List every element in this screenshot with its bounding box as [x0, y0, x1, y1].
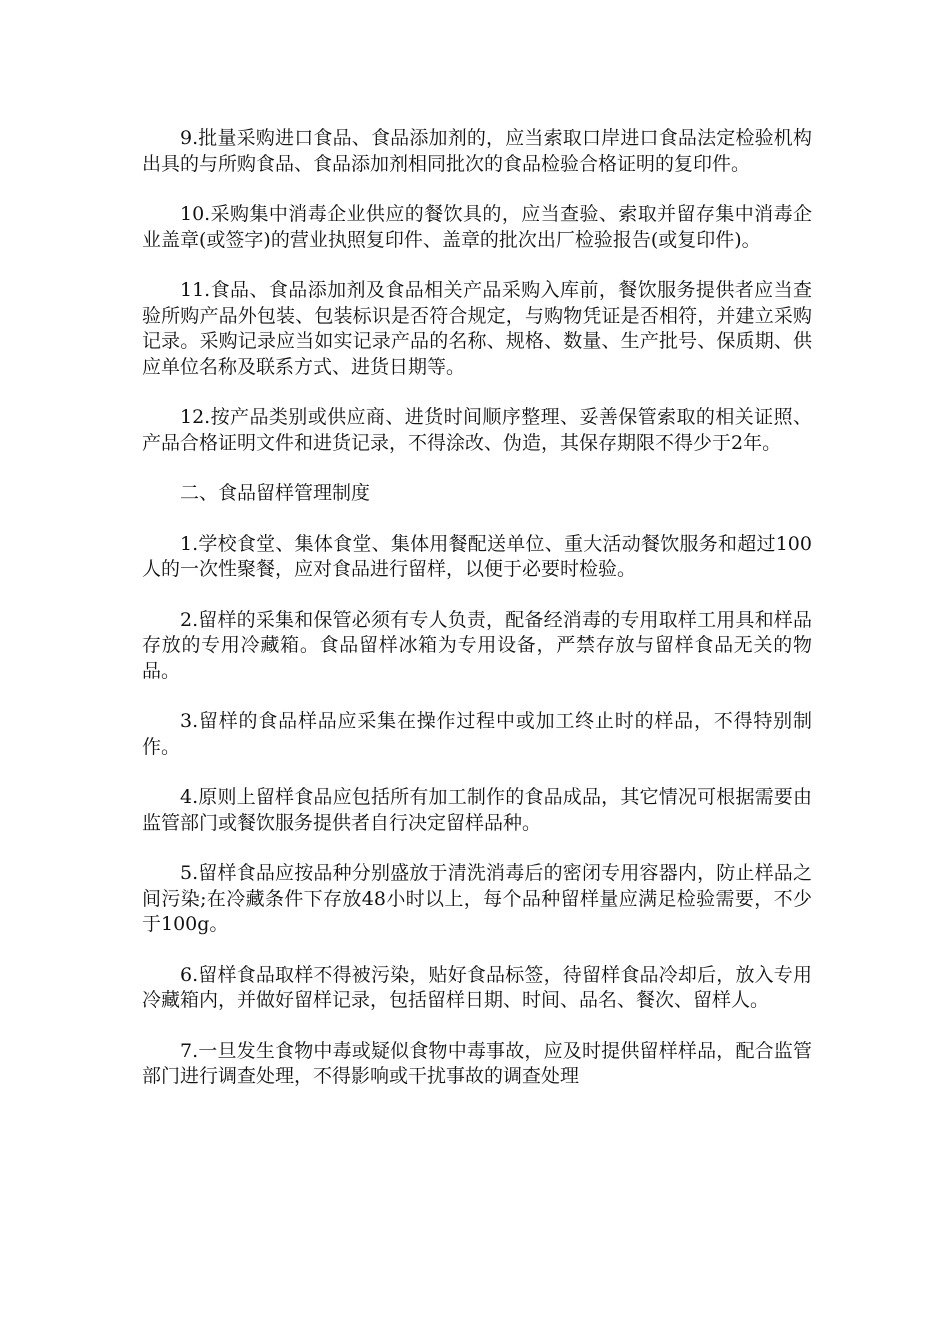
- paragraph-item-12: 12.按产品类别或供应商、进货时间顺序整理、妥善保管索取的相关证照、产品合格证明文件和进货记录，不得涂改、伪造，其保存期限不得少于2年。: [142, 406, 812, 454]
- section-heading: 二、食品留样管理制度: [180, 482, 371, 504]
- paragraph-item-11: 11.食品、食品添加剂及食品相关产品采购入库前，餐饮服务提供者应当查验所购产品外包装、包装标识是否符合规定，与购物凭证是否相符，并建立采购记录。采购记录应当如实记录产品的名称、规格、数量、生产批号、保质期、供应单位名称及联系方式、进货日期等。: [142, 279, 812, 378]
- section-paragraph-2: 2.留样的采集和保管必须有专人负责，配备经消毒的专用取样工用具和样品存放的专用冷藏箱。食品留样冰箱为专用设备，严禁存放与留样食品无关的物品。: [142, 608, 812, 682]
- section-paragraph-3: 3.留样的食品样品应采集在操作过程中或加工终止时的样品，不得特别制作。: [142, 710, 812, 758]
- section-paragraph-5: 5.留样食品应按品种分别盛放于清洗消毒后的密闭专用容器内，防止样品之间污染;在冷藏条件下存放48小时以上，每个品种留样量应满足检验需要，不少于100g。: [142, 862, 812, 935]
- section-paragraph-6: 6.留样食品取样不得被污染，贴好食品标签，待留样食品冷却后，放入专用冷藏箱内，并做好留样记录，包括留样日期、时间、品名、餐次、留样人。: [142, 963, 812, 1011]
- section-paragraph-1: 1.学校食堂、集体食堂、集体用餐配送单位、重大活动餐饮服务和超过100人的一次性聚餐，应对食品进行留样，以便于必要时检验。: [142, 532, 812, 580]
- section-paragraph-7: 7.一旦发生食物中毒或疑似食物中毒事故，应及时提供留样样品，配合监管部门进行调查处理，不得影响或干扰事故的调查处理: [142, 1039, 812, 1087]
- document-page: [142, 126, 812, 1115]
- section-paragraph-4: 4.原则上留样食品应包括所有加工制作的食品成品，其它情况可根据需要由监管部门或餐饮服务提供者自行决定留样品种。: [142, 786, 812, 834]
- paragraph-item-9: 9.批量采购进口食品、食品添加剂的，应当索取口岸进口食品法定检验机构出具的与所购食品、食品添加剂相同批次的食品检验合格证明的复印件。: [142, 127, 812, 175]
- paragraph-item-10: 10.采购集中消毒企业供应的餐饮具的，应当查验、索取并留存集中消毒企业盖章(或签字)的营业执照复印件、盖章的批次出厂检验报告(或复印件)。: [142, 203, 812, 251]
